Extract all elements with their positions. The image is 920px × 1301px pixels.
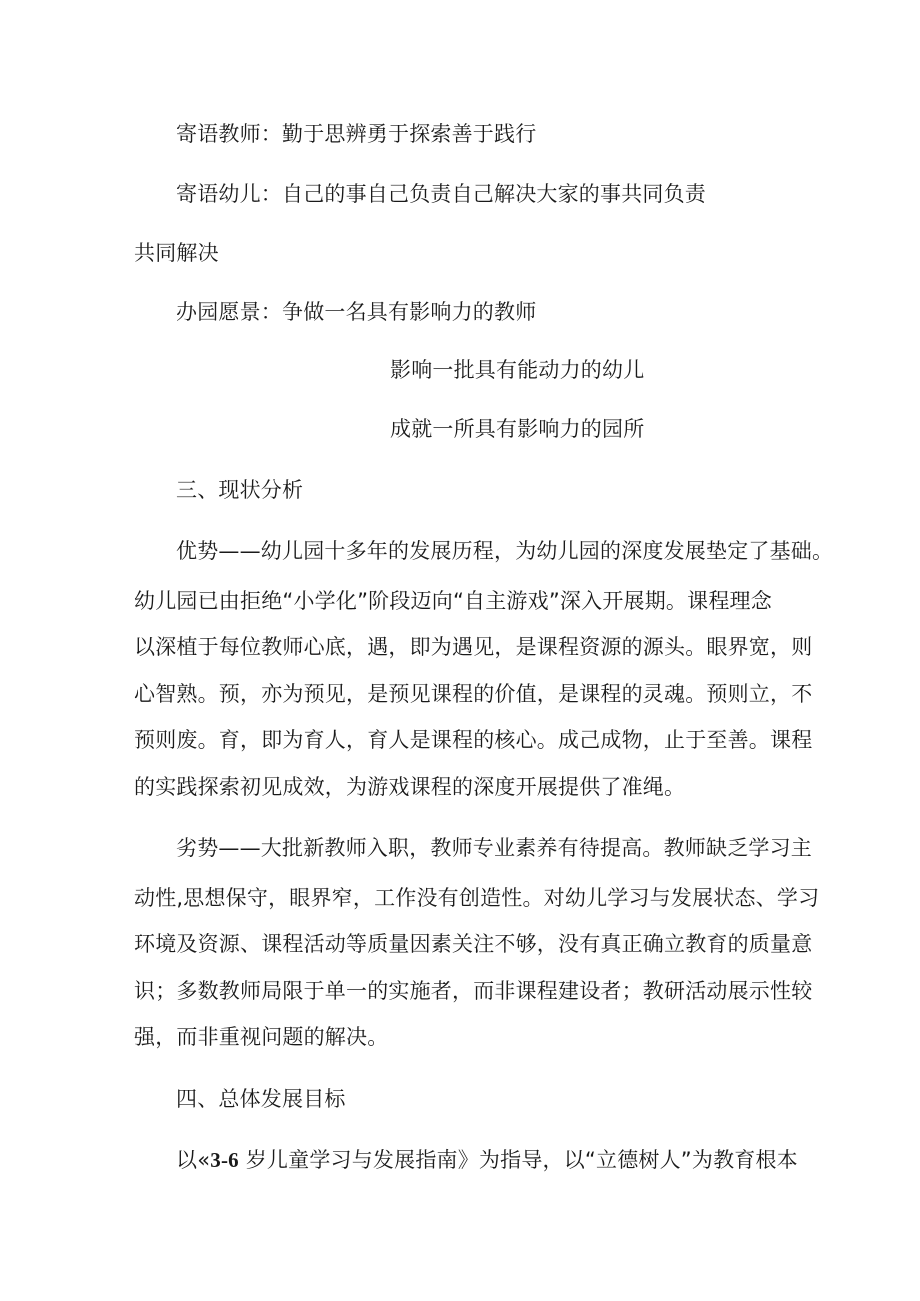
goal-suffix: 岁儿童学习与发展指南》为指导，以“立德树人”为教育根本 bbox=[238, 1148, 798, 1172]
goal-age-range: 3-6 bbox=[210, 1148, 239, 1172]
paragraph-line: 动性,思想保守，眼界窄，工作没有创造性。对幼儿学习与发展状态、学习 bbox=[134, 886, 820, 910]
vision-line-3: 成就一所具有影响力的园所 bbox=[390, 417, 645, 441]
paragraph-line: 心智熟。预，亦为预见，是预见课程的价值，是课程的灵魂。预则立，不 bbox=[134, 682, 813, 706]
motto-children-line-1: 寄语幼儿：自己的事自己负责自己解决大家的事共同负责 bbox=[176, 182, 706, 206]
section-4-heading: 四、总体发展目标 bbox=[176, 1087, 346, 1111]
paragraph-line: 优势——幼儿园十多年的发展历程，为幼儿园的深度发展垫定了基础。 bbox=[176, 539, 834, 563]
paragraph-line: 识；多数教师局限于单一的实施者，而非课程建设者；教研活动展示性较 bbox=[134, 979, 813, 1003]
paragraph-line: 环境及资源、课程活动等质量因素关注不够，没有真正确立教育的质量意 bbox=[134, 932, 813, 956]
paragraph-line: 强，而非重视问题的解决。 bbox=[134, 1025, 389, 1049]
section-3-heading: 三、现状分析 bbox=[176, 478, 304, 502]
paragraph-line: 预则废。育，即为育人，育人是课程的核心。成己成物，止于至善。课程 bbox=[134, 728, 813, 752]
goal-line bbox=[176, 1146, 798, 1174]
vision-line-1: 办园愿景：争做一名具有影响力的教师 bbox=[176, 300, 537, 324]
goal-prefix: 以« bbox=[176, 1148, 211, 1172]
motto-children-line-2: 共同解决 bbox=[134, 241, 219, 265]
paragraph-line: 幼儿园已由拒绝“小学化”阶段迈向“自主游戏”深入开展期。课程理念 bbox=[134, 589, 772, 613]
motto-teacher: 寄语教师：勤于思辨勇于探索善于践行 bbox=[176, 122, 537, 146]
vision-line-2: 影响一批具有能动力的幼儿 bbox=[390, 358, 645, 382]
paragraph-line: 以深植于每位教师心底，遇，即为遇见，是课程资源的源头。眼界宽，则 bbox=[134, 635, 813, 659]
paragraph-line: 的实践探索初见成效，为游戏课程的深度开展提供了准绳。 bbox=[134, 775, 686, 799]
paragraph-line: 劣势——大批新教师入职，教师专业素养有待提高。教师缺乏学习主 bbox=[176, 836, 812, 860]
